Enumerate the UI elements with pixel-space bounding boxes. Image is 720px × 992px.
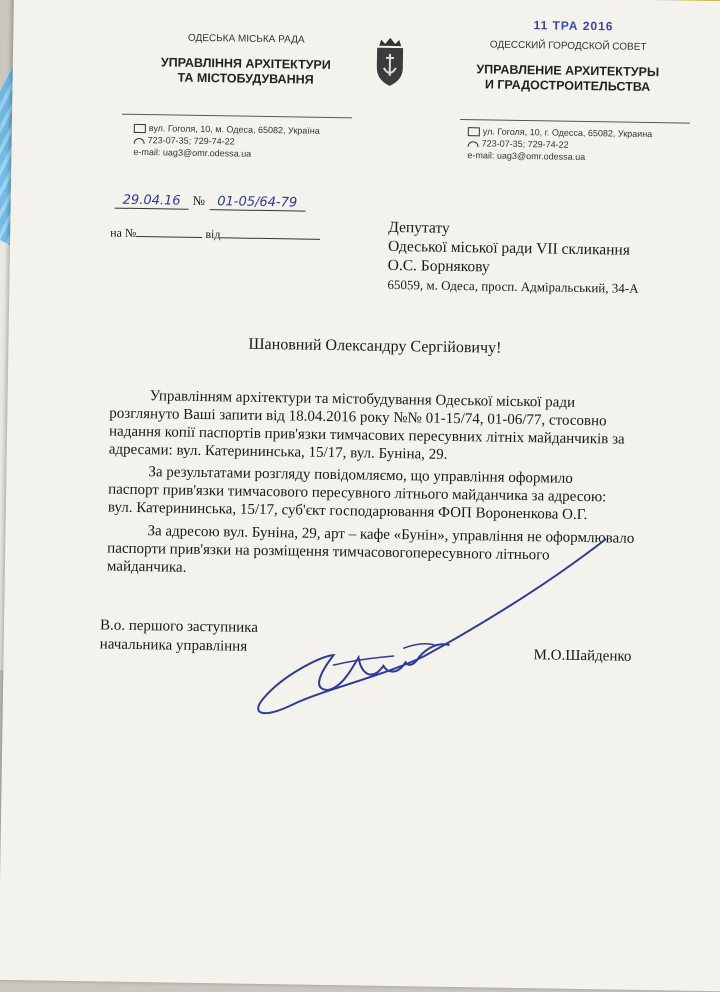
odesa-coat-of-arms-icon: [373, 36, 408, 89]
greeting: Шановний Олександру Сергійовичу!: [248, 335, 502, 357]
dept-name-uk-1: УПРАВЛІННЯ АРХІТЕКТУРИ: [160, 55, 331, 72]
signatory-position-line-1: В.о. першого заступника: [99, 617, 259, 636]
addressee-org: Одеської міської ради VII скликання: [387, 237, 631, 259]
paragraph-line: паспорти прив'язки на розміщення тимчасовогопересувного літнього: [107, 540, 550, 564]
phone-icon: [468, 141, 479, 147]
incoming-date-blank: [220, 237, 320, 240]
signatory-position-line-2: начальника управління: [99, 636, 248, 655]
email-uk: e-mail: uag3@omr.odessa.ua: [133, 146, 252, 159]
paragraph-line: За адресою вул. Буніна, 29, арт – кафе «Бунін», управління не оформлювало: [147, 523, 635, 547]
envelope-icon: [468, 127, 480, 136]
phone-ru: 723-07-35; 729-74-22: [481, 138, 569, 150]
paragraph-line: надання копії паспортів прив'язки тимчасових пересувних літніх майданчиків за: [108, 423, 625, 448]
paragraph-line: вул. Катерининська, 15/17, суб'єкт господарювання ФОП Вороненкова О.Г.: [107, 499, 588, 524]
envelope-icon: [134, 124, 146, 133]
header-rule-left: [122, 114, 352, 119]
paragraph-line: майданчика.: [106, 558, 187, 576]
incoming-reference: [110, 226, 321, 244]
addressee-address: 65059, м. Одеса, просп. Адміральський, 34-А: [387, 276, 639, 296]
addressee-block: [387, 218, 639, 298]
dept-name-ru-1: УПРАВЛЕНИЕ АРХИТЕКТУРЫ: [476, 62, 660, 80]
phone-icon: [134, 138, 145, 144]
outgoing-no-label: №: [192, 192, 206, 209]
address-uk: вул. Гоголя, 10, м. Одеса, 65082, Україна: [148, 123, 320, 136]
contacts-left: [133, 122, 320, 161]
paragraph-line: Управлінням архітектури та містобудування Одеської міської ради: [149, 388, 576, 411]
outgoing-reference: [115, 192, 306, 211]
council-name-ru: ОДЕССКИЙ ГОРОДСКОЙ СОВЕТ: [489, 39, 647, 53]
outgoing-date: 29.04.16: [115, 193, 189, 210]
handwritten-signature: [222, 513, 645, 740]
paragraph-line: розглянуто Ваші запити від 18.04.2016 року №№ 01-15/74, 01-06/77, стосовно: [109, 405, 607, 430]
signatory-name: М.О.Шайденко: [533, 647, 632, 665]
paragraph-line: адресами: вул. Катерининська, 15/17, вул. Буніна, 29.: [108, 441, 448, 463]
phone-uk: 723-07-35; 729-74-22: [147, 135, 235, 147]
addressee-name: О.С. Борнякову: [387, 256, 490, 276]
paragraph-line: За результатами розгляду повідомляємо, що управління оформило: [148, 464, 573, 487]
paragraph-line: паспорт прив'язки тимчасового пересувного літнього майданчика за адресою:: [108, 481, 607, 506]
header-right: [452, 39, 683, 96]
contacts-right: [467, 125, 652, 164]
dept-name-ru-2: И ГРАДОСТРОИТЕЛЬСТВА: [484, 77, 651, 95]
outgoing-number: 01-05/64-79: [209, 194, 305, 212]
incoming-no-label: на №: [110, 225, 137, 240]
address-ru: ул. Гоголя, 10, г. Одесса, 65082, Украина: [482, 126, 653, 140]
incoming-number-blank: [136, 236, 202, 238]
addressee-title: Депутату: [388, 218, 450, 237]
incoming-from-label: від: [205, 227, 221, 242]
dept-name-uk-2: ТА МІСТОБУДУВАННЯ: [177, 70, 314, 87]
header-left: [131, 32, 362, 89]
header-rule-right: [460, 119, 690, 124]
receipt-date-stamp: 11 ТРА 2016: [533, 18, 614, 34]
council-name-uk: ОДЕСЬКА МІСЬКА РАДА: [187, 32, 305, 46]
body-paragraph-1: [109, 387, 670, 468]
email-ru: e-mail: uag3@omr.odessa.ua: [467, 150, 586, 162]
